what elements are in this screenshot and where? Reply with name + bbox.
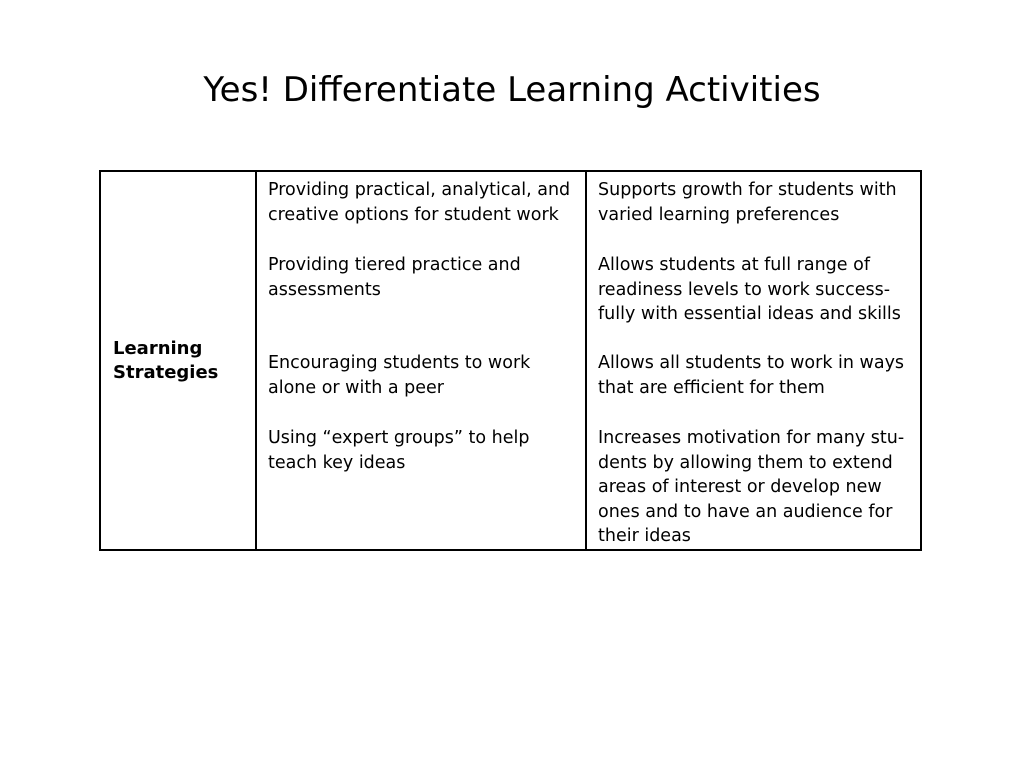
effect-cell: Allows students at full range of readiness levels to work success- fully with essential ideas and skills — [598, 255, 901, 324]
strategy-cell: Providing tiered practice and assessments — [268, 255, 521, 300]
effect-cell: Allows all students to work in ways that are efficient for them — [598, 353, 905, 398]
slide-title: Yes! Differentiate Learning Activities — [203, 70, 821, 110]
effect-cell: Supports growth for students with varied learning preferences — [598, 180, 897, 225]
effect-column — [587, 172, 920, 549]
strategy-cell: Encouraging students to work alone or with a peer — [268, 353, 531, 398]
row-label: Learning Strategies — [113, 337, 219, 383]
strategy-cell: Using “expert groups” to help teach key ideas — [268, 428, 530, 473]
strategies-table — [99, 170, 922, 551]
row-label-cell — [101, 172, 257, 549]
strategy-cell: Providing practical, analytical, and creative options for student work — [268, 180, 571, 225]
effect-cell: Increases motivation for many stu- dents by allowing them to extend areas of interest or develop new ones and to have an audience for their ideas — [598, 428, 905, 546]
strategy-column — [257, 172, 587, 549]
